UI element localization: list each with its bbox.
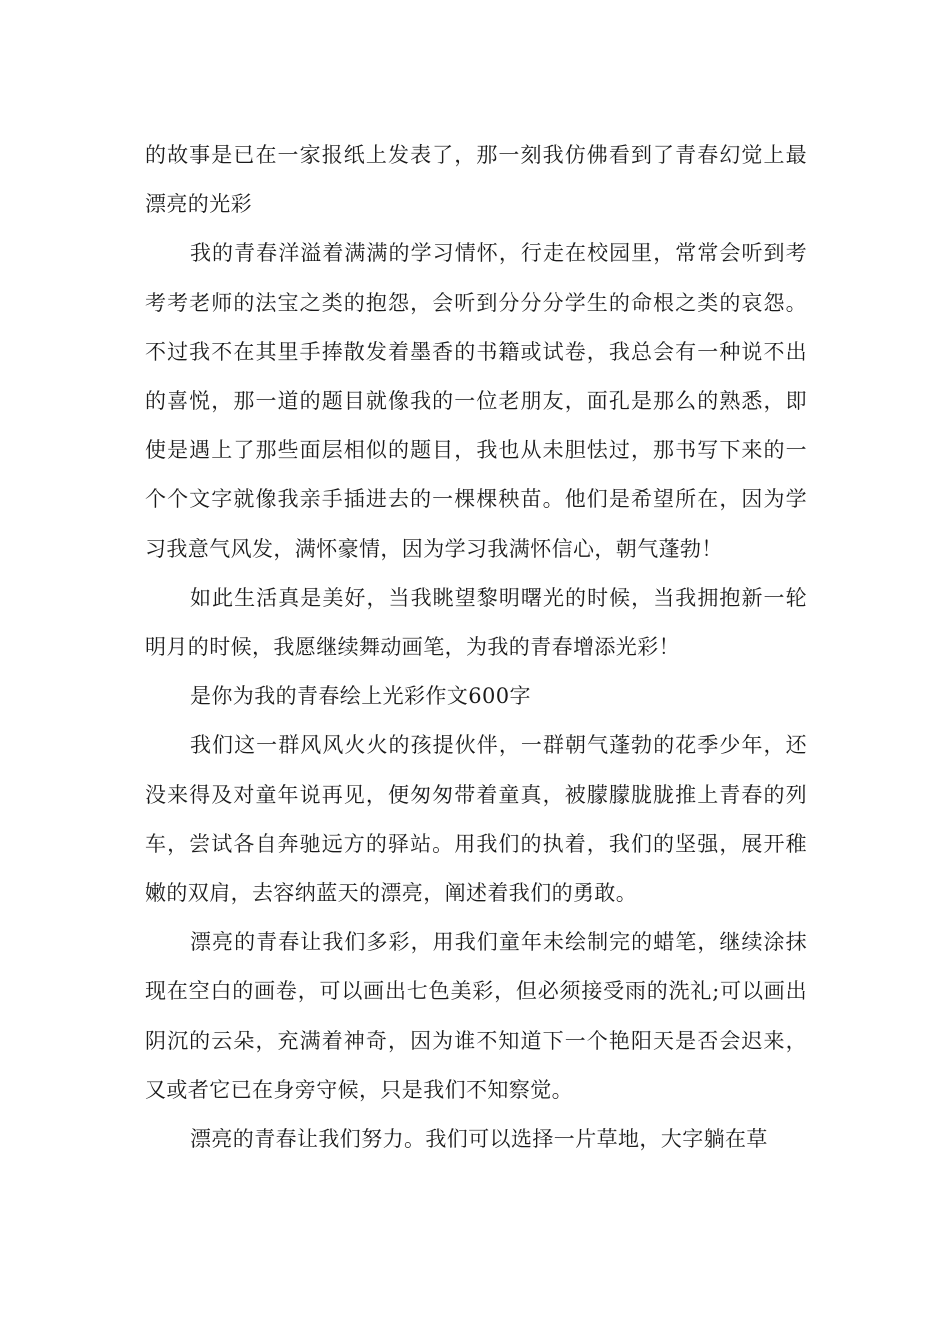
paragraph-childhood-friends: 我们这一群风风火火的孩提伙伴，一群朝气蓬勃的花季少年，还没来得及对童年说再见，便匆匆带着童真，被朦朦胧胧推上青春的列车，尝试各自奔驰远方的驿站。用我们的执着，我们的坚强，展开稚嫩的双肩，去容纳蓝天的漂亮，阐述着我们的勇敢。 <box>145 733 807 906</box>
paragraph-hardworking-youth: 漂亮的青春让我们努力。我们可以选择一片草地，大字躺在草 <box>190 1127 768 1152</box>
paragraph-colorful-youth: 漂亮的青春让我们多彩，用我们童年未绘制完的蜡笔，继续涂抹现在空白的画卷，可以画出七色美彩，但必须接受雨的洗礼;可以画出阴沉的云朵，充满着神奇，因为谁不知道下一个艳阳天是否会迟来，又或者它已在身旁守候，只是我们不知察觉。 <box>145 930 807 1102</box>
essay-title: 是你为我的青春绘上光彩作文600字 <box>190 684 531 709</box>
paragraph-continuation: 的故事是已在一家报纸上发表了，那一刻我仿佛看到了青春幻觉上最漂亮的光彩 <box>145 143 807 217</box>
document-body <box>145 131 807 1164</box>
paragraph-study-passion: 我的青春洋溢着满满的学习情怀，行走在校园里，常常会听到考考考老师的法宝之类的抱怨，会听到分分分学生的命根之类的哀怨。不过我不在其里手捧散发着墨香的书籍或试卷，我总会有一种说不出的喜悦，那一道的题目就像我的一位老朋友，面孔是那么的熟悉，即使是遇上了那些面层相似的题目，我也从未胆怯过，那书写下来的一个个文字就像我亲手插进去的一棵棵秧苗。他们是希望所在，因为学习我意气风发，满怀豪情，因为学习我满怀信心，朝气蓬勃！ <box>145 241 807 561</box>
paragraph-beautiful-life: 如此生活真是美好，当我眺望黎明曙光的时候，当我拥抱新一轮明月的时候，我愿继续舞动画笔，为我的青春增添光彩！ <box>145 585 807 660</box>
